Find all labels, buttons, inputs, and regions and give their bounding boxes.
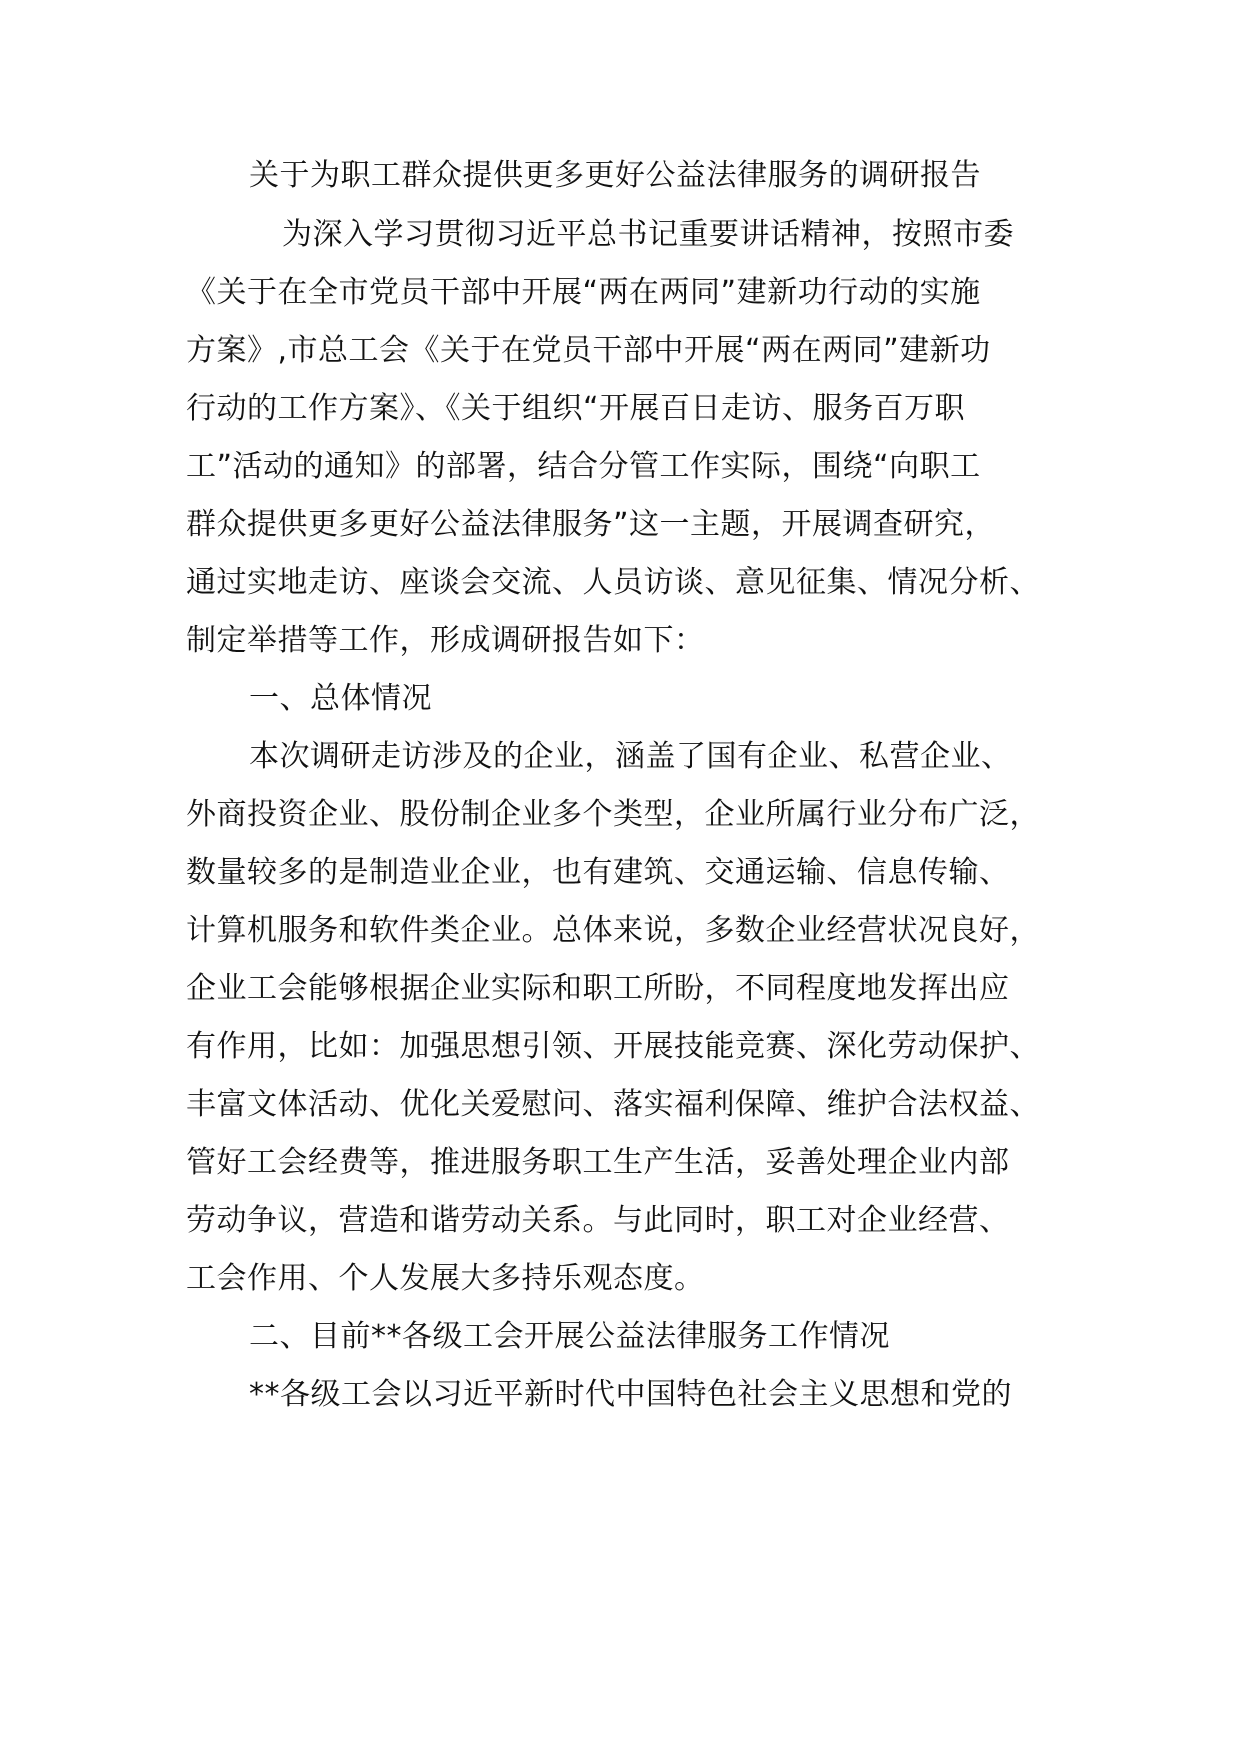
paragraph-line: 方案》,市总工会《关于在党员干部中开展“两在两同”建新功 <box>186 333 991 368</box>
paragraph-line: 本次调研走访涉及的企业，涵盖了国有企业、私营企业、 <box>249 739 1012 774</box>
paragraph-line: 《关于在全市党员干部中开展“两在两同”建新功行动的实施 <box>186 275 981 310</box>
paragraph-line: 行动的工作方案》、《关于组织“开展百日走访、服务百万职 <box>186 391 966 426</box>
paragraph-line: **各级工会以习近平新时代中国特色社会主义思想和党的 <box>249 1377 1012 1412</box>
paragraph-line: 通过实地走访、座谈会交流、人员访谈、意见征集、情况分析、 <box>186 565 1040 600</box>
paragraph-line: 管好工会经费等，推进服务职工生产生活，妥善处理企业内部 <box>186 1145 1010 1180</box>
paragraph-line: 制定举措等工作，形成调研报告如下： <box>186 623 705 658</box>
paragraph-line: 计算机服务和软件类企业。总体来说，多数企业经营状况良好， <box>186 913 1040 948</box>
paragraph-line: 外商投资企业、股份制企业多个类型，企业所属行业分布广泛， <box>186 797 1040 832</box>
section-heading: 一、总体情况 <box>249 681 432 716</box>
paragraph-line: 劳动争议，营造和谐劳动关系。与此同时，职工对企业经营、 <box>186 1203 1010 1238</box>
paragraph-line: 企业工会能够根据企业实际和职工所盼，不同程度地发挥出应 <box>186 971 1010 1006</box>
paragraph-line: 数量较多的是制造业企业，也有建筑、交通运输、信息传输、 <box>186 855 1010 890</box>
section-heading: 二、目前**各级工会开展公益法律服务工作情况 <box>249 1319 890 1354</box>
paragraph-line: 工会作用、个人发展大多持乐观态度。 <box>186 1261 705 1296</box>
paragraph-line: 工”活动的通知》的部署，结合分管工作实际，围绕“向职工 <box>186 449 981 484</box>
document-title: 关于为职工群众提供更多更好公益法律服务的调研报告 <box>249 158 981 193</box>
paragraph-line: 为深入学习贯彻习近平总书记重要讲话精神，按照市委 <box>282 217 1014 252</box>
paragraph-line: 丰富文体活动、优化关爱慰问、落实福利保障、维护合法权益、 <box>186 1087 1040 1122</box>
paragraph-line: 有作用，比如：加强思想引领、开展技能竞赛、深化劳动保护、 <box>186 1029 1040 1064</box>
paragraph-line: 群众提供更多更好公益法律服务”这一主题，开展调查研究， <box>186 507 996 542</box>
